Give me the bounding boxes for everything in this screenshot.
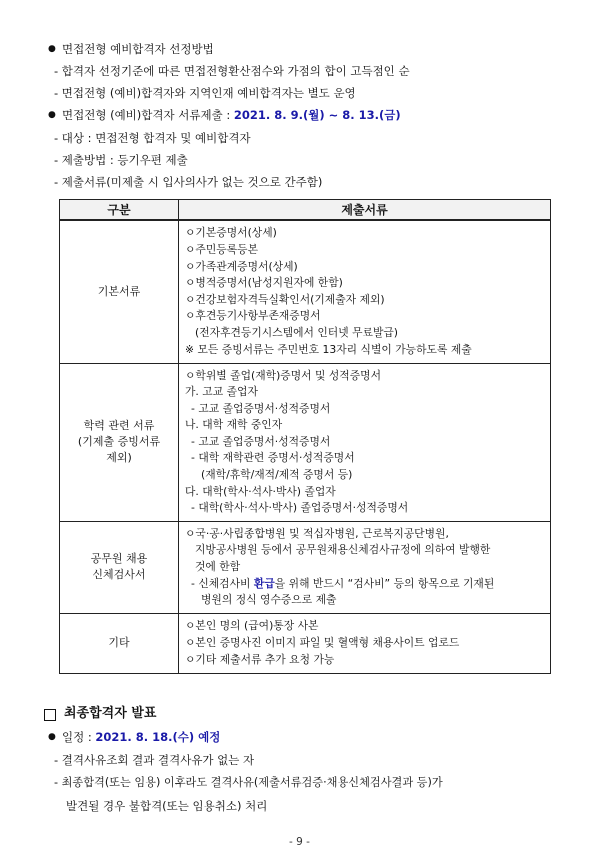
checkbox-square-icon (44, 709, 56, 721)
table-header-documents: 제출서류 (179, 200, 551, 221)
schedule-date: 2021. 8. 18.(수) 예정 (95, 730, 221, 744)
dash-item: - 최종합격(또는 임용) 이후라도 결격사유(제출서류검증·채용신체검사결과 등)가 (54, 776, 443, 789)
row-category: 학력 관련 서류 (기제출 증빙서류 제외) (60, 363, 179, 521)
dash-item: - 면접전형 (예비)합격자와 지역인재 예비합격자는 별도 운영 (54, 86, 356, 100)
row-items: ㅇ학위별 졸업(재학)증명서 및 성적증명서 가. 고교 졸업자 - 고교 졸업증명서·성적증명서 나. 대학 재학 중인자 - 고교 졸업증명서·성적증명서 - 대학 재학관련 증명서·성적증명서 (재학/휴학/재적/제적 증명서 등) 다. 대학(학사·석사·박사) 졸업자 - 대학(학사·석사·박사) 졸업증명서·성적증명서 (179, 363, 551, 521)
table-row (60, 521, 551, 613)
dash-item: - 대상 : 면접전형 합격자 및 예비합격자 (54, 131, 251, 145)
schedule-line (62, 729, 220, 745)
row-category: 기본서류 (60, 220, 179, 363)
table-row (60, 613, 551, 673)
documents-table (59, 199, 551, 674)
table-row (60, 363, 551, 521)
page-number: - 9 - (289, 836, 310, 848)
row-category: 기타 (60, 613, 179, 673)
table-header-category: 구분 (60, 200, 179, 221)
schedule-label: 일정 : (62, 730, 96, 744)
section-bullet-2 (62, 107, 401, 123)
bullet-icon: ● (48, 44, 56, 54)
section-bullet-1: 면접전형 예비합격자 선정방법 (62, 42, 214, 56)
refund-note: - 신체검사비 환급을 위해 반드시 “검사비” 등의 항목으로 기재된 (191, 576, 495, 590)
table-row (60, 220, 551, 363)
row-category: 공무원 채용 신체검사서 (60, 521, 179, 613)
dash-item: - 합격자 선정기준에 따른 면접전형환산점수와 가점의 합이 고득점인 순 (54, 64, 410, 78)
row-items: ㅇ기본증명서(상세) ㅇ주민등록등본 ㅇ가족관계증명서(상세) ㅇ병적증명서(남성지원자에 한함) ㅇ건강보험자격득실확인서(기제출자 제외) ㅇ후견등기사항부존재증명서 (전자후견등기시스템에서 인터넷 무료발급) ※ 모든 증빙서류는 주민번호 13자리 식별이 가능하도록 제출 (179, 220, 551, 363)
row-items: ㅇ본인 명의 (급여)통장 사본 ㅇ본인 증명사진 이미지 파일 및 혈액형 채용사이트 업로드 ㅇ기타 제출서류 추가 요청 가능 (179, 613, 551, 673)
row-items: ㅇ국·공·사립종합병원 및 적십자병원, 근로복지공단병원, 지방공사병원 등에서 공무원채용신체검사규정에 의하여 발행한 것에 한함 - 신체검사비 환급을 위해 반드시 “검사비” 등의 항목으로 기재된 병원의 정식 영수증으로 제출 (179, 521, 551, 613)
dash-item-continued: 발견될 경우 불합격(또는 임용취소) 처리 (66, 799, 268, 813)
section-heading: 최종합격자 발표 (64, 706, 157, 721)
highlight-word: 환급 (253, 576, 275, 590)
submission-label: 면접전형 (예비)합격자 서류제출 : (62, 108, 234, 122)
bullet-icon: ● (48, 732, 56, 742)
dash-item: - 제출방법 : 등기우편 제출 (54, 153, 188, 167)
dash-item: - 제출서류(미제출 시 입사의사가 없는 것으로 간주함) (54, 175, 323, 189)
dash-item: - 결격사유조회 결과 결격사유가 없는 자 (54, 753, 255, 767)
submission-date: 2021. 8. 9.(월) ~ 8. 13.(금) (233, 108, 401, 122)
bullet-icon: ● (48, 110, 56, 120)
